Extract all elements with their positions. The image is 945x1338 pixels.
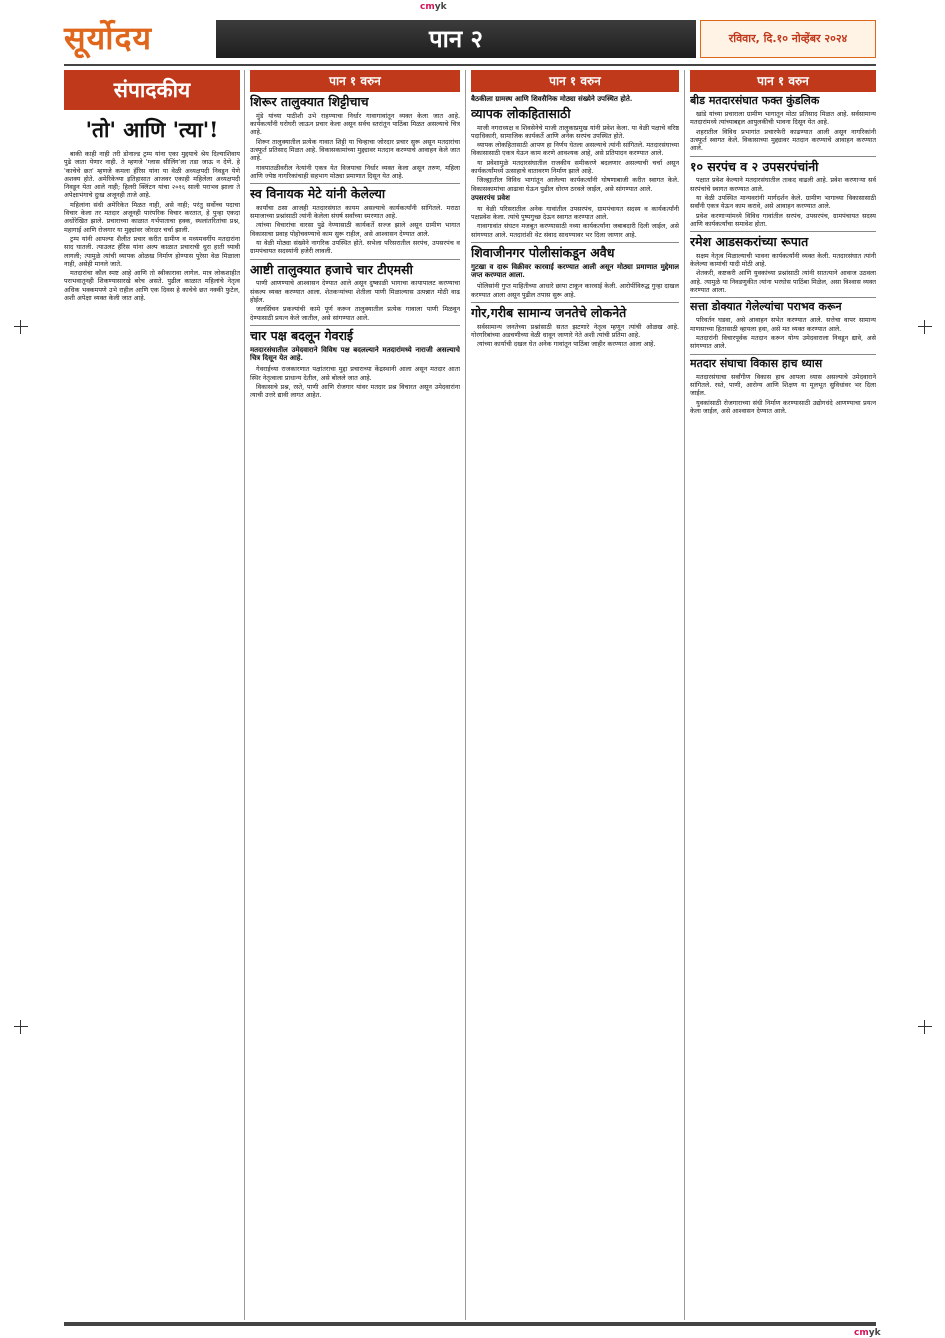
article-body: परिवर्तन घडवा, असे आवाहन सभेत करण्यात आले. सत्तेचा वापर सामान्य माणसाच्या हितासाठी व्हायला हवा, असे मत व्यक्त करण्यात आले. मतदारांनी विचारपूर्वक मतदान करून योग्य उमेदवाराला निवडून द्यावे, असे सांगण्यात आले. — [690, 316, 876, 351]
divider — [250, 325, 460, 326]
divider — [690, 231, 876, 232]
editorial-body: बाकी काही नाही तरी डोनाल्ड ट्रम्प यांना एका मुद्दयाचे श्रेय दिल्याशिवाय पुढे जाता येणार नाही. ते म्हणजे 'ग्लास सीलिंग'ला तडा जाऊ न देणे. हे 'काचेचे छत' म्हणजे कमला हॅरिस यांना या वेळी अध्यक्षपदी निवडून येणे अशक्य होते. अमेरिकेच्या इतिहासात आजवर एकाही महिलेला अध्यक्षपदी निवडून येता आले नाही; हिलरी क्लिंटन यांचा २०१६ साली पराभव झाला ते अपेक्षाभंगाचे दुःख अजूनही ताजे आहे. महिलांना संधी अमेरिकेत मिळत नाही, असे नाही; परंतु सर्वोच्च पदाचा विचार केला तर मतदार अजूनही पारंपरिक विचार करतात, हे पुन्हा एकदा अधोरेखित झाले. प्रचाराच्या काळात गर्भपाताचा हक्क, स्थलांतरितांचा प्रश्न, महागाई आणि रोजगार या मुद्द्यांवर जोरदार चर्चा झाली. ट्रम्प यांनी आपल्या शैलीत प्रचार करीत ग्रामीण व मध्यमवर्गीय मतदारांना साद घातली. त्याउलट हॅरिस यांना अल्प काळात प्रचाराची धुरा हाती घ्यावी लागली; त्यामुळे त्यांची व्यापक ओळख निर्माण होण्यास पुरेसा वेळ मिळाला नाही, असेही मानले जाते. मतदारांचा कौल स्पष्ट आहे आणि तो स्वीकारावा लागेल. मात्र लोकशाहीत पराभवातूनही शिकण्यासारखे बरेच असते. पुढील काळात महिलांचे नेतृत्व अधिक भक्कमपणे उभे राहील आणि एक दिवस हे काचेचे छत नक्की फुटेल, अशी अपेक्षा व्यक्त केली जात आहे. — [64, 150, 240, 303]
article-lead: मतदारसंघातील उमेदवाराने विविध पक्ष बदलल्याने मतदारांमध्ये नाराजी असल्याचे चित्र दिसून येत आहे. — [250, 344, 460, 363]
divider — [250, 259, 460, 260]
registration-mark-icon — [14, 1020, 28, 1034]
article-body: पोलिसांनी गुप्त माहितीच्या आधारे छापा टाकून कारवाई केली. आरोपींविरुद्ध गुन्हा दाखल करण्यात आला असून पुढील तपास सुरू आहे. — [471, 282, 679, 299]
headline: शिरूर तालुक्यात शिट्टीचाच — [250, 94, 369, 109]
article-body: मतदारसंघाचा सर्वांगीण विकास हाच आपला ध्यास असल्याचे उमेदवाराने सांगितले. रस्ते, पाणी, आरोग्य आणि शिक्षण या मूलभूत सुविधांवर भर दिला जाईल. युवकांसाठी रोजगाराच्या संधी निर्माण करण्यासाठी उद्योगधंदे आणण्याचा प्रयत्न केला जाईल, असे आश्वासन देण्यात आले. — [690, 372, 876, 415]
article-body: सक्षम नेतृत्व मिळाल्याची भावना कार्यकर्त्यांनी व्यक्त केली. मतदारसंघात त्यांनी केलेल्या कामांची यादी मोठी आहे. शेतकरी, कष्टकरी आणि युवकांच्या प्रश्नांसाठी त्यांनी सातत्याने आवाज उठवला आहे. त्यामुळे या निवडणुकीत त्यांना भरघोस पाठिंबा मिळेल, असा विश्वास व्यक्त करण्यात आला. — [690, 251, 876, 295]
registration-mark-icon — [14, 320, 28, 334]
news-column-4 — [690, 70, 876, 1320]
column-divider — [684, 70, 685, 1320]
news-column-2 — [250, 70, 460, 1320]
article-lead: बैठकीला ग्रामस्थ आणि शिवसैनिक मोठ्या संख्येने उपस्थित होते. — [471, 94, 633, 103]
continued-header: पान १ वरुन — [250, 70, 460, 92]
headline: सत्ता डोक्यात गेलेल्यांचा पराभव करून — [690, 300, 842, 314]
article-body: पाणी आणण्याचे आश्वासन देण्यात आले असून दुष्काळी भागाचा कायापालट करण्याचा संकल्प व्यक्त करण्यात आला. शेतकऱ्यांच्या शेतीला पाणी मिळाल्यास उत्पन्नात मोठी वाढ होईल. जलसिंचन प्रकल्पांची कामे पूर्ण करून तालुक्यातील प्रत्येक गावाला पाणी मिळवून देण्यासाठी प्रयत्न केले जातील, असे सांगण्यात आले. — [250, 279, 460, 322]
column-divider — [465, 70, 466, 1320]
divider — [690, 156, 876, 157]
continued-header: पान १ वरुन — [471, 70, 679, 92]
divider — [690, 297, 876, 298]
divider — [471, 242, 679, 243]
divider — [250, 183, 460, 184]
headline: रमेश आडसकरांच्या रूपात — [690, 234, 809, 250]
subheading: उपसरपंच प्रवेश — [471, 192, 510, 202]
headline: चार पक्ष बदलून गेवराई — [250, 327, 354, 343]
edition-date: रविवार, दि.१० नोव्हेंबर २०२४ — [700, 20, 876, 58]
headline: गोर,गरीब सामान्य जनतेचे लोकनेते — [471, 304, 627, 320]
article-body: पक्षात प्रवेश केल्याने मतदारसंघातील ताकद वाढली आहे. प्रवेश करणाऱ्या सर्व सरपंचांचे स्वागत करण्यात आले. या वेळी उपस्थित मान्यवरांनी मार्गदर्शन केले. ग्रामीण भागाच्या विकासासाठी सर्वांनी एकत्र येऊन काम करावे, असे आवाहन करण्यात आले. प्रवेश करणाऱ्यांमध्ये विविध गावांतील सरपंच, उपसरपंच, ग्रामपंचायत सदस्य आणि कार्यकर्त्यांचा समावेश होता. — [690, 176, 876, 228]
article-body: सर्वसामान्य जनतेच्या प्रश्नांसाठी सतत झटणारे नेतृत्व म्हणून त्यांची ओळख आहे. गोरगरिबांच्या अडचणीच्या वेळी धावून जाणारे नेते अशी त्यांची प्रतिमा आहे. त्यांच्या कार्याची दखल घेत अनेक गावांतून पाठिंबा जाहीर करण्यात आला आहे. — [471, 322, 679, 349]
headline: व्यापक लोकहितासाठी — [471, 105, 571, 121]
column-divider — [244, 70, 245, 1320]
article-lead: गुटखा व दारू विक्रीवर कारवाई करण्यात आली असून मोठ्या प्रमाणात मुद्देमाल जप्त करण्यात आला. — [471, 261, 679, 280]
article-body: खांडे यांच्या प्रचाराला ग्रामीण भागातून मोठा प्रतिसाद मिळत आहे. सर्वसामान्य मतदारांमध्ये त्यांच्याबद्दल आपुलकीची भावना दिसून येत आहे. शहरातील विविध प्रभागांत प्रचारफेरी काढण्यात आली असून नागरिकांनी उत्स्फूर्त स्वागत केले. विकासाच्या मुद्द्यावर मतदान करण्याचे आवाहन करण्यात आले. — [690, 110, 876, 153]
headline: १० सरपंच व २ उपसरपंचांनी — [690, 158, 819, 174]
editorial-banner: संपादकीय — [64, 70, 240, 110]
page-number-banner: पान २ — [216, 20, 696, 58]
registration-mark-icon — [918, 1020, 932, 1034]
registration-mark-icon — [918, 320, 932, 334]
bottom-rule — [64, 1322, 876, 1326]
editorial-column — [64, 70, 240, 1320]
article-body: गेवराईच्या राजकारणात पक्षांतराचा मुद्दा प्रचाराच्या केंद्रस्थानी आला असून मतदार आता स्थिर नेतृत्वाला प्राधान्य देतील, असे बोलले जात आहे. विकासाचे प्रश्न, रस्ते, पाणी आणि रोजगार यांवर मतदार प्रश्न विचारत असून उमेदवारांना त्याची उत्तरे द्यावी लागत आहेत. — [250, 365, 460, 400]
article-body: या वेळी परिसरातील अनेक गावांतील उपसरपंच, ग्रामपंचायत सदस्य व कार्यकर्त्यांनी पक्षप्रवेश केला. त्यांचे पुष्पगुच्छ देऊन स्वागत करण्यात आले. गावागावांत संघटन मजबूत करण्यासाठी नव्या कार्यकर्त्यांना जबाबदारी दिली जाईल, असे सांगण्यात आले. मतदारांशी थेट संवाद साधण्यावर भर दिला जाणार आहे. — [471, 204, 679, 239]
divider — [471, 302, 679, 303]
editorial-title: 'तो' आणि 'त्या'! — [85, 117, 219, 142]
headline: स्व विनायक मेटे यांनी केलेल्या — [250, 186, 386, 202]
headline: शिवाजीनगर पोलीसांकडून अवैध — [471, 244, 615, 260]
headline: आष्टी तालुक्यात हजाचे चार टीएमसी — [250, 261, 413, 277]
article-body: मुंडे यांच्या पाठीशी उभे राहण्याचा निर्धार गावागावांतून व्यक्त केला जात आहे. कार्यकर्त्यांनी घरोघरी जाऊन प्रचार केला असून सर्वच स्तरांतून पाठिंबा मिळत असल्याचे चित्र आहे. शिरूर तालुक्यातील प्रत्येक गावात शिट्टी या चिन्हाचा जोरदार प्रचार सुरू असून मतदारांचा उत्स्फूर्त प्रतिसाद मिळत आहे. विकासकामांच्या मुद्द्यावर मतदान करण्याचे आवाहन केले जात आहे. गावपातळीवरील नेत्यांनी एकत्र येत विजयाचा निर्धार व्यक्त केला असून तरुण, महिला आणि ज्येष्ठ नागरिकांचाही सहभाग मोठ्या प्रमाणात दिसून येत आहे. — [250, 111, 460, 180]
article-body: कार्यांचा ठसा आजही मतदारसंघात कायम असल्याचे कार्यकर्त्यांनी सांगितले. मराठा समाजाच्या प्रश्नांसाठी त्यांनी केलेला संघर्ष सर्वांच्या स्मरणात आहे. त्यांच्या विचारांचा वारसा पुढे नेण्यासाठी कार्यकर्ते सज्ज झाले असून ग्रामीण भागात विकासाचा प्रवाह पोहोचवण्याचे काम सुरू राहील, असे आश्वासन देण्यात आले. या वेळी मोठ्या संख्येने नागरिक उपस्थित होते. सभेला परिसरातील सरपंच, उपसरपंच व ग्रामपंचायत सदस्यांनी हजेरी लावली. — [250, 203, 460, 256]
print-mark-top: cmyk — [420, 2, 447, 12]
print-mark-bottom: cmyk — [854, 1328, 881, 1338]
continued-header: पान १ वरुन — [690, 70, 876, 92]
divider — [690, 354, 876, 355]
headline: बीड मतदारसंघात फक्त कुंडलिक — [690, 94, 820, 107]
newspaper-logo: सूर्योदय — [64, 19, 153, 57]
headline: मतदार संघाचा विकास हाच ध्यास — [690, 356, 823, 370]
masthead — [64, 16, 876, 66]
news-column-3 — [471, 70, 679, 1320]
article-body: माजी नगराध्यक्ष व शिवसेनेचे माजी तालुकाप्रमुख यांनी प्रवेश केला. या वेळी पक्षाचे वरिष्ठ पदाधिकारी, सामाजिक कार्यकर्ते आणि अनेक सरपंच उपस्थित होते. व्यापक लोकहितासाठी आपण हा निर्णय घेतला असल्याचे त्यांनी सांगितले. मतदारसंघाच्या विकासासाठी एकत्र येऊन काम करणे आवश्यक आहे, असे प्रतिपादन करण्यात आले. या प्रवेशामुळे मतदारसंघातील राजकीय समीकरणे बदलणार असल्याची चर्चा असून कार्यकर्त्यांमध्ये उत्साहाचे वातावरण निर्माण झाले आहे. जिल्ह्यातील विविध भागांतून आलेल्या कार्यकर्त्यांनी घोषणाबाजी करीत स्वागत केले. विकासकामांचा आढावा घेऊन पुढील धोरण ठरवले जाईल, असे सांगण्यात आले. — [471, 123, 679, 193]
